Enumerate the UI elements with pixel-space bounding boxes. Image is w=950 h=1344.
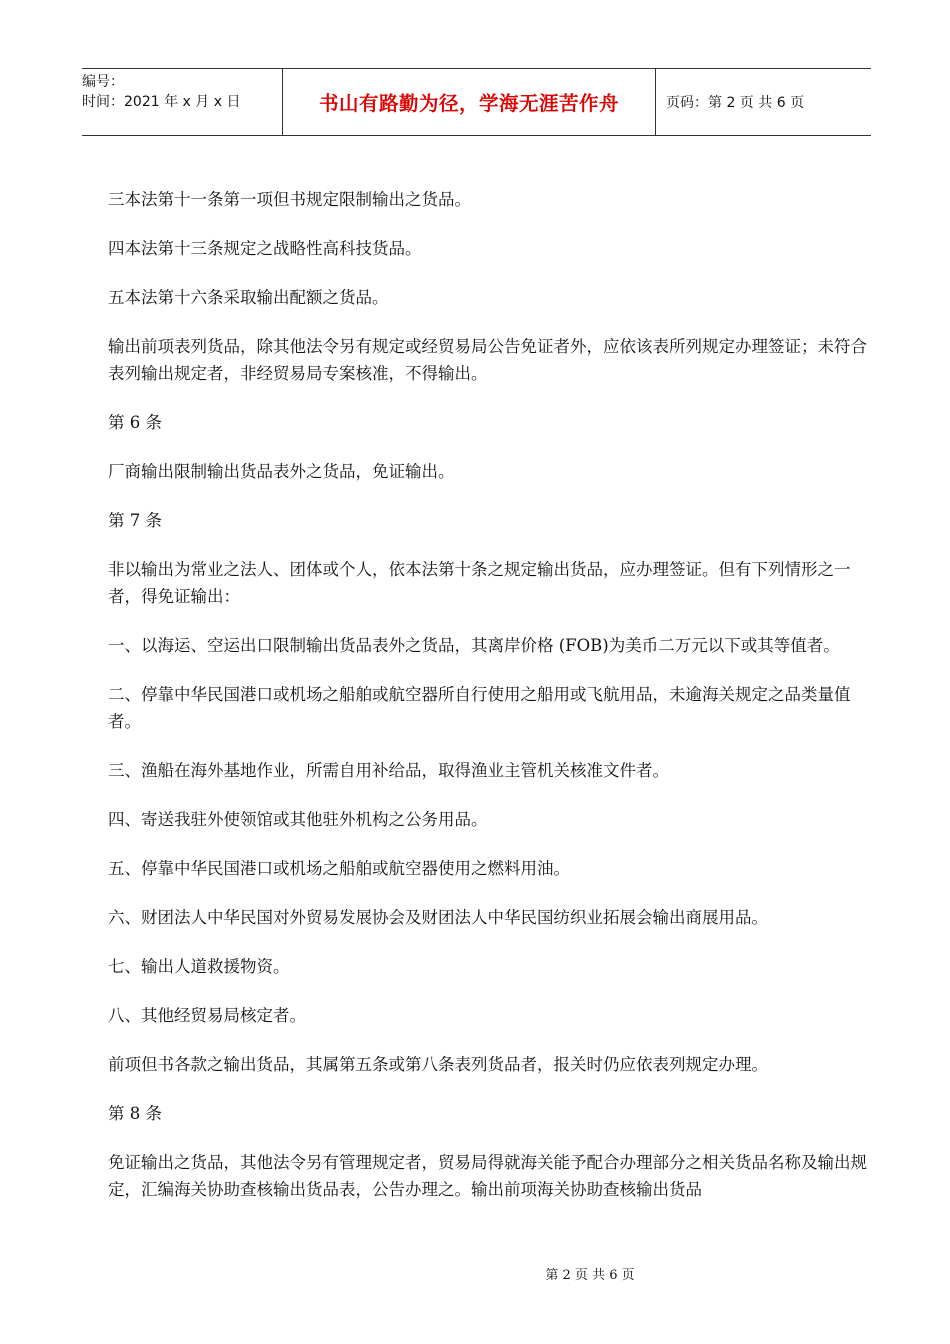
header-meta-cell <box>82 69 283 135</box>
paragraph: 非以输出为常业之法人、团体或个人，依本法第十条之规定输出货品，应办理签证。但有下列情形之一者，得免证输出： <box>108 560 851 606</box>
list-item: 三、渔船在海外基地作业，所需自用补给品，取得渔业主管机关核准文件者。 <box>108 761 669 780</box>
page-header <box>82 68 871 136</box>
list-item: 七、输出人道救援物资。 <box>108 957 290 976</box>
paragraph: 厂商输出限制输出货品表外之货品，免证输出。 <box>108 462 455 481</box>
list-item: 五、停靠中华民国港口或机场之船舶或航空器使用之燃料用油。 <box>108 859 570 878</box>
paragraph: 四本法第十三条规定之战略性高科技货品。 <box>108 239 422 258</box>
header-page-cell <box>656 69 871 135</box>
article-heading: 第 8 条 <box>108 1104 162 1123</box>
page-footer <box>0 1264 950 1283</box>
paragraph: 三本法第十一条第一项但书规定限制输出之货品。 <box>108 190 471 209</box>
list-item: 四、寄送我驻外使领馆或其他驻外机构之公务用品。 <box>108 810 488 829</box>
article-heading: 第 6 条 <box>108 413 162 432</box>
list-item: 二、停靠中华民国港口或机场之船舶或航空器所自行使用之船用或飞航用品，未逾海关规定之品类量值者。 <box>108 685 851 731</box>
paragraph: 五本法第十六条采取输出配额之货品。 <box>108 288 389 307</box>
document-body <box>108 186 878 1225</box>
header-motto-cell <box>283 69 656 135</box>
paragraph: 前项但书各款之输出货品，其属第五条或第八条表列货品者，报关时仍应依表列规定办理。 <box>108 1055 768 1074</box>
paragraph: 免证输出之货品，其他法令另有管理规定者，贸易局得就海关能予配合办理部分之相关货品名称及输出规定，汇编海关协助查核输出货品表，公告办理之。输出前项海关协助查核输出货品 <box>108 1153 867 1199</box>
header-motto: 书山有路勤为径，学海无涯苦作舟 <box>318 92 619 115</box>
list-item: 六、财团法人中华民国对外贸易发展协会及财团法人中华民国纺织业拓展会输出商展用品。 <box>108 908 768 927</box>
paragraph: 输出前项表列货品，除其他法令另有规定或经贸易局公告免证者外，应依该表所列规定办理签证；未符合表列输出规定者，非经贸易局专案核准，不得输出。 <box>108 337 867 383</box>
document-number-label: 编号： <box>82 74 124 90</box>
header-page-info: 页码：第 2 页 共 6 页 <box>666 95 805 111</box>
list-item: 八、其他经贸易局核定者。 <box>108 1006 306 1025</box>
document-date: 时间：2021 年 x 月 x 日 <box>82 94 241 110</box>
article-heading: 第 7 条 <box>108 511 162 530</box>
list-item: 一、以海运、空运出口限制输出货品表外之货品，其离岸价格 (FOB)为美币二万元以下或其等值者。 <box>108 636 840 655</box>
footer-page-number: 第 2 页 共 6 页 <box>545 1268 635 1283</box>
